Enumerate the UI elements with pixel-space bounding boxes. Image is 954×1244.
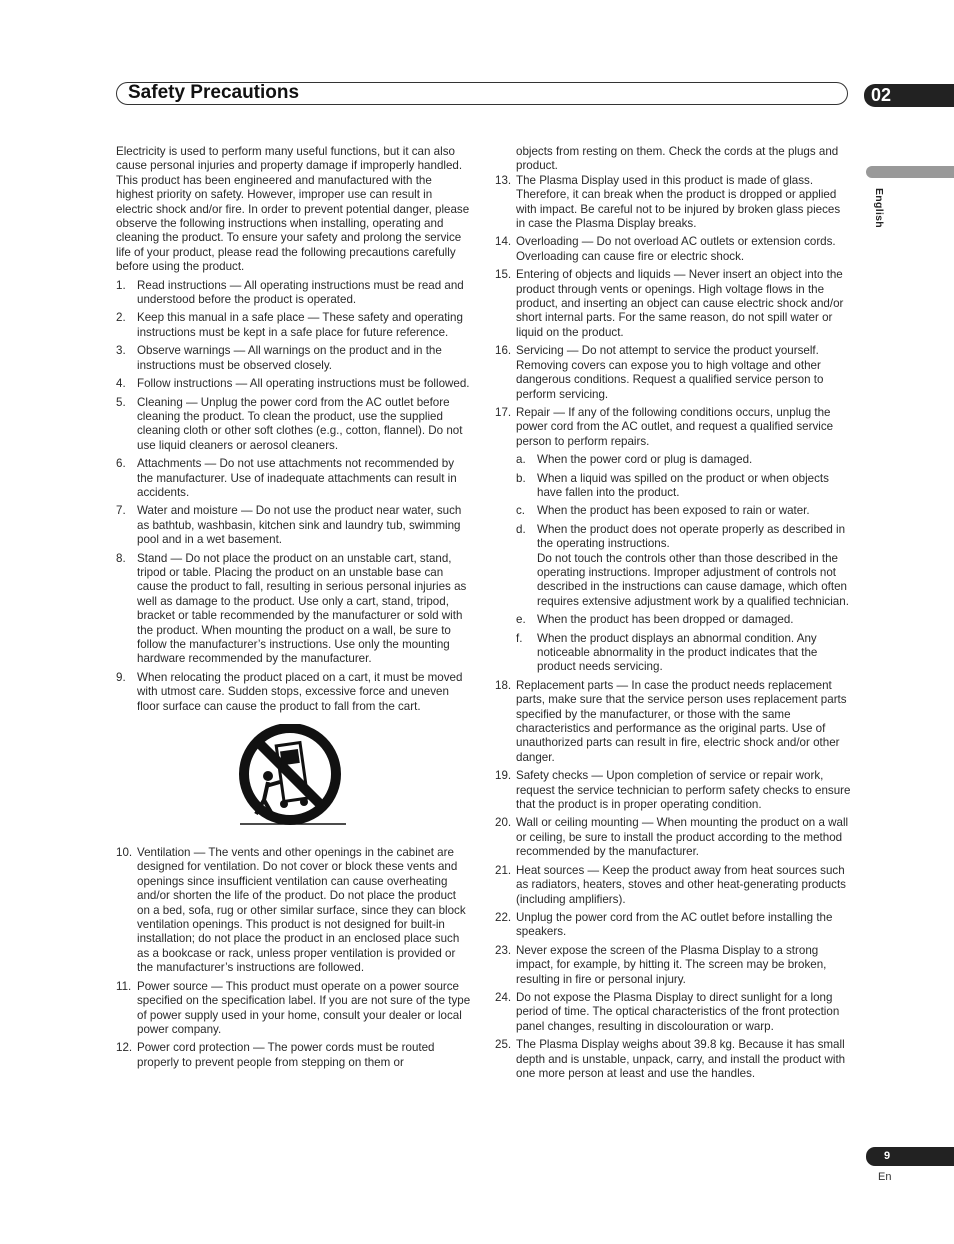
- page-language: En: [878, 1171, 892, 1183]
- left-column: [116, 145, 472, 1074]
- list-item: 11. Power source — This product must operate on a power source specified on the specification label. If you are not sure of the type of power supply used in your home, consult your dealer or local power company.: [116, 979, 471, 1036]
- list-item: 21. Heat sources — Keep the product away from heat sources such as radiators, heaters, stoves and other heat-generating products (including amplifiers).: [495, 863, 846, 906]
- sub-list-item: a. When the power cord or plug is damaged.: [516, 453, 753, 467]
- list-item: 24. Do not expose the Plasma Display to direct sunlight for a long period of time. The optical characteristics of the front protection panel changes, resulting in discolouration or warp.: [495, 990, 840, 1033]
- list-item: 17. Repair — If any of the following conditions occurs, unplug the power cord from the AC outlet, and request a qualified service person to perform repairs.: [495, 405, 834, 448]
- list-item: 10. Ventilation — The vents and other openings in the cabinet are designed for ventilation. Do not cover or block these vents and openings since insufficient ventilation can cause overheating and/or shorten the life of the product. Do not place the product on a bed, sofa, rug or other similar surface, since they can block ventilation openings. This product is not designed for built-in installation; do not place the product in an enclosed place such as a bookcase or rack, unless proper ventilation is provided or the manufacturer’s instructions are followed.: [116, 846, 466, 975]
- item-continuation: objects from resting on them. Check the cords at the plugs and product.: [516, 145, 839, 173]
- sub-list-item: c. When the product has been exposed to rain or water.: [516, 504, 810, 518]
- cart-warning-figure: [116, 724, 472, 830]
- list-item: 23. Never expose the screen of the Plasma Display to a strong impact, for example, by hitting it. The screen may be broken, resulting in fire or personal injury.: [495, 943, 827, 986]
- list-item: 5. Cleaning — Unplug the power cord from the AC outlet before cleaning the product. To clean the product, use the supplied cleaning cloth or other soft clothes (e.g., cotton, flannel). Do not use liquid cleaners or aerosol cleaners.: [116, 395, 463, 452]
- list-item: 20. Wall or ceiling mounting — When mounting the product on a wall or ceiling, be sure to install the product according to the method recommended by the manufacturer.: [495, 816, 849, 859]
- list-item: 4. Follow instructions — All operating instructions must be followed.: [116, 377, 470, 391]
- list-item: 1. Read instructions — All operating instructions must be read and understood before the product is operated.: [116, 278, 464, 307]
- list-item: 19. Safety checks — Upon completion of service or repair work, request the service technician to perform safety checks to ensure that the product is in proper operating condition.: [495, 769, 851, 812]
- sub-list-item: e. When the product has been dropped or damaged.: [516, 613, 794, 627]
- list-item: 12. Power cord protection — The power cords must be routed properly to prevent people from stepping on them or: [116, 1041, 435, 1069]
- chapter-tab: 02: [864, 84, 954, 107]
- list-item: 3. Observe warnings — All warnings on the product and in the instructions must be observed closely.: [116, 344, 442, 372]
- list-item: 2. Keep this manual in a safe place — These safety and operating instructions must be kept in a safe place for future reference.: [116, 311, 463, 339]
- list-item: 8. Stand — Do not place the product on an unstable cart, stand, tripod or table. Placing the product on an unstable base can cause the product to fall, resulting in serious personal injuries as well as damage to the product. Use only a cart, stand, tripod, bracket or table recommended by the manufacturer or sold with the product. When mounting the product on a wall, be sure to follow the manufacturer’s instructions. Use only the mounting hardware recommended by the manufacturer.: [116, 551, 467, 666]
- list-item: 22. Unplug the power cord from the AC outlet before installing the speakers.: [495, 910, 833, 939]
- list-item: 6. Attachments — Do not use attachments not recommended by the manufacturer. Use of inadequate attachments can result in accidents.: [116, 457, 457, 499]
- sub-list-item: f. When the product displays an abnormal condition. Any noticeable abnormality in the product indicates that the product needs servicing.: [516, 631, 818, 674]
- list-item: 18. Replacement parts — In case the product needs replacement parts, make sure that the service person uses replacement parts specified by the manufacturer, or those with the same characteristics and performance as the original parts. Use of unauthorized parts can result in fire, electric shock and/or other danger.: [495, 678, 847, 764]
- no-cart-tip-icon: [234, 724, 354, 830]
- language-tab: [866, 166, 954, 178]
- page-number-tab: 9: [866, 1147, 954, 1166]
- language-label: English: [873, 188, 885, 229]
- list-item: 13. The Plasma Display used in this product is made of glass. Therefore, it can break when the product is dropped or applied with impact. Be careful not to be injured by broken glass pieces in case the Plasma Display breaks.: [495, 173, 841, 231]
- list-item: 9. When relocating the product placed on a cart, it must be moved with utmost care. Sudden stops, excessive force and uneven floor surface can cause the product to fall from the cart.: [116, 670, 463, 713]
- list-item: 16. Servicing — Do not attempt to service the product yourself. Removing covers can expose you to high voltage and other dangerous conditions. Request a qualified service person to perform servicing.: [495, 344, 824, 401]
- sub-list-item: b. When a liquid was spilled on the product or when objects have fallen into the product.: [516, 471, 829, 499]
- list-item: 25. The Plasma Display weighs about 39.8 kg. Because it has small depth and is unstable, unpack, carry, and install the product with one more person at least and use the handles.: [495, 1038, 846, 1080]
- sub-list-item: d. When the product does not operate properly as described in the operating instructions. Do not touch the controls other than those described in the operating instructions. Improper adjustment of controls not described in the instructions can cause damage, which often requires extensive adjustment work by a qualified technician.: [516, 522, 849, 608]
- intro-paragraph: Electricity is used to perform many useful functions, but it can also cause personal injuries and property damage if improperly handled. This product has been engineered and manufactured with the highest priority on safety. However, improper use can result in electric shock and/or fire. In order to prevent potential danger, please observe the following instructions when installing, operating and cleaning the product. To ensure your safety and prolong the service life of your product, please read the following precautions carefully before using the product.: [116, 145, 470, 274]
- list-item: 15. Entering of objects and liquids — Never insert an object into the product through vents or openings. High voltage flows in the product, and inserting an object can cause electric shock and/or short internal parts. For the same reason, do not spill water or liquid on the product.: [495, 268, 844, 339]
- list-item: 14. Overloading — Do not overload AC outlets or extension cords. Overloading can cause fire or electric shock.: [495, 235, 836, 263]
- right-column: [495, 145, 851, 1085]
- list-item: 7. Water and moisture — Do not use the product near water, such as bathtub, washbasin, kitchen sink and laundry tub, swimming pool and in a wet basement.: [116, 504, 462, 547]
- section-title-bar: [116, 82, 848, 105]
- page-title: Safety Precautions: [128, 82, 300, 103]
